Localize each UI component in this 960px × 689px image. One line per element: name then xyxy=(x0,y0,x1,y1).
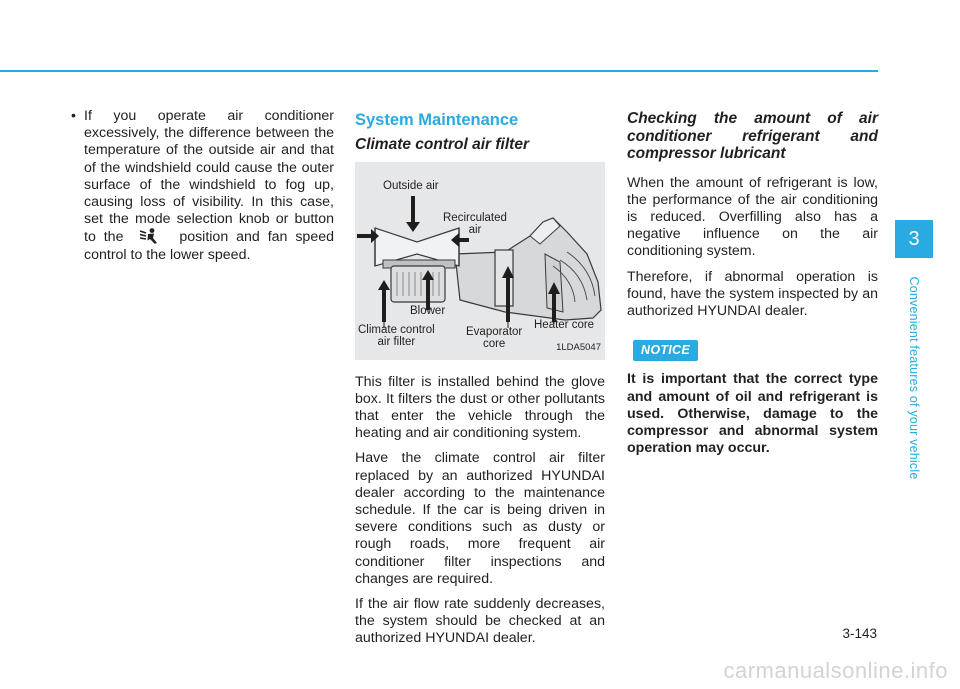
label-recirculated-line2: air xyxy=(468,224,482,236)
climate-system-diagram xyxy=(355,162,605,360)
label-heater-core: Heater core xyxy=(534,318,595,331)
label-blower: Blower xyxy=(410,304,446,317)
notice-text: It is important that the correct type and amount of oil and refrigerant is used. Otherwise, damage to the compressor and abnormal system operation may occur. xyxy=(627,371,878,457)
header-rule xyxy=(0,70,878,72)
label-recirculated-line1: Recirculated xyxy=(443,211,507,224)
bullet-text-end: position and fan speed control to the lower speed. xyxy=(84,229,334,263)
label-recirculated-air xyxy=(443,212,507,237)
chapter-tab: 3 xyxy=(895,220,933,258)
notice-badge: NOTICE xyxy=(633,340,698,361)
label-evaporator-core xyxy=(466,326,522,351)
paragraph-refrigerant-low: When the amount of refrigerant is low, the performance of the air conditioning is reduced. Overfilling also has a negative influence on the air conditioning system. xyxy=(627,174,878,260)
label-filter-line1: Climate control xyxy=(358,323,435,336)
label-evaporator-line2: core xyxy=(482,338,506,350)
bullet-dot: • xyxy=(71,108,76,124)
filter-pointer-arrow xyxy=(378,280,390,322)
paragraph-inspection: Therefore, if abnormal operation is found, have the system inspected by an authorized HYUNDAI dealer. xyxy=(627,268,878,319)
defrost-floor-mode-icon xyxy=(139,228,161,244)
column-middle xyxy=(355,110,605,656)
subtitle-air-filter: Climate control air filter xyxy=(355,136,529,153)
watermark: carmanualsonline.info xyxy=(723,658,948,683)
label-evaporator-line1: Evaporator xyxy=(466,325,523,338)
bullet-text-start: If you operate air conditioner excessively, the difference between the temperature of the outside air and that of the windshield could cause the outer surface of the windshield to fog up, causing loss of visibility. In this case, set the mode selection knob or button to the xyxy=(84,108,334,246)
label-air-filter xyxy=(358,324,435,349)
blower-housing xyxy=(391,266,445,302)
label-filter-line2: air filter xyxy=(377,336,416,348)
column-left xyxy=(71,108,334,264)
page-number: 3-143 xyxy=(842,626,877,641)
column-right xyxy=(627,110,878,457)
outside-air-arrow xyxy=(406,196,420,232)
subtitle-refrigerant-check: Checking the amount of air conditioner refrigerant and compressor lubricant xyxy=(627,110,878,162)
figure-code: 1LDA5047 xyxy=(556,342,601,354)
section-title: System Maintenance xyxy=(355,111,519,129)
paragraph-filter-location: This filter is installed behind the glove box. It filters the dust or other pollutants that enter the vehicle through the heating and air conditioning system. xyxy=(355,373,605,442)
paragraph-airflow-check: If the air flow rate suddenly decreases, the system should be checked at an authorized HYUNDAI dealer. xyxy=(355,595,605,647)
label-outside-air: Outside air xyxy=(383,179,439,192)
chapter-title: Convenient features of your vehicle xyxy=(907,276,921,480)
paragraph-filter-replacement: Have the climate control air filter replaced by an authorized HYUNDAI dealer according to the maintenance schedule. If the car is being driven in severe conditions such as dusty or rough roads, more frequent air conditioner filter inspections and changes are required. xyxy=(355,450,605,587)
bullet-item xyxy=(71,108,334,264)
